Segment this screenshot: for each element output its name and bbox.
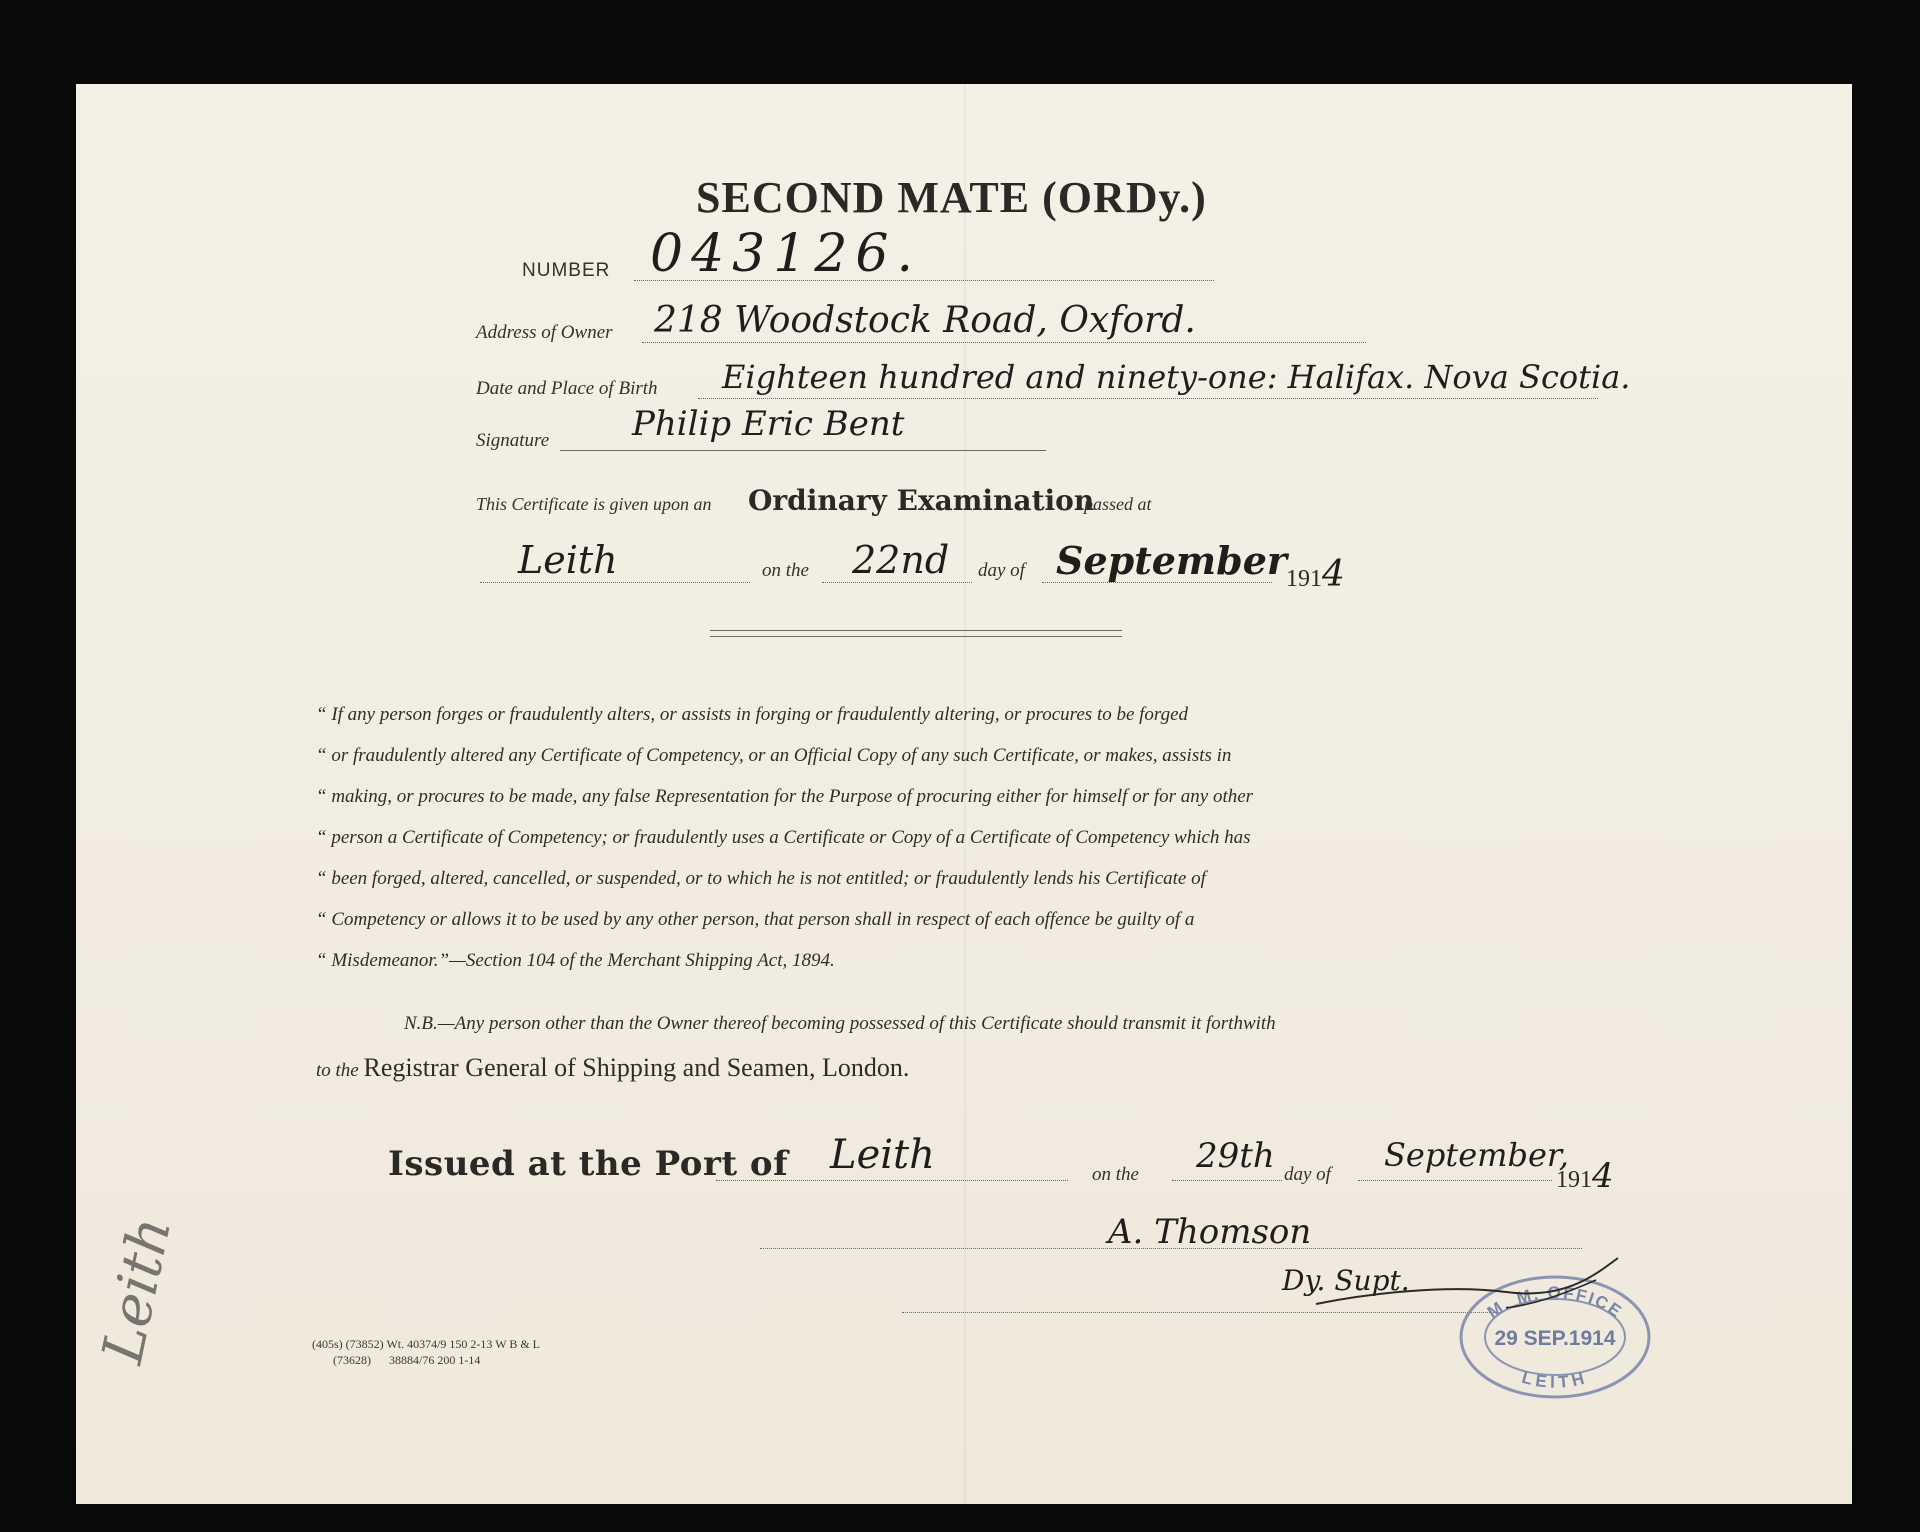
exam-year: 1914 (1286, 554, 1345, 595)
signature-label: Signature (476, 430, 550, 451)
address-label: Address of Owner (476, 322, 613, 343)
certificate-number: 043126. (650, 224, 922, 284)
exam-type: Ordinary Examination (748, 484, 1095, 517)
double-rule-top (710, 630, 1122, 631)
birth-value: Eighteen hundred and ninety-one: Halifax. Nova Scotia. (722, 358, 1631, 396)
issue-port-line (716, 1180, 1068, 1181)
address-line (642, 342, 1366, 343)
issue-day: 29th (1196, 1136, 1275, 1176)
address-value: 218 Woodstock Road, Oxford. (654, 300, 1196, 341)
issue-year: 1914 (1556, 1156, 1614, 1196)
warning-line: “ Misdemeanor.”—Section 104 of the Merchant Shipping Act, 1894. (316, 950, 835, 971)
nb-line-1: N.B.—Any person other than the Owner thereof becoming possessed of this Certificate should transmit it forthwith (404, 1013, 1276, 1034)
official-title: Dy. Supt. (1282, 1264, 1410, 1297)
owner-signature: Philip Eric Bent (632, 404, 905, 444)
pencil-leith-note (90, 1211, 232, 1376)
nb-notice (316, 1002, 1696, 1093)
warning-line: “ making, or procures to be made, any false Representation for the Purpose of procuring either for himself or for any other (316, 786, 1254, 807)
given-suffix: passed at (1084, 494, 1152, 514)
warning-line: “ been forged, altered, cancelled, or suspended, or to which he is not entitled; or fraudulently lends his Certificate of (316, 868, 1206, 889)
issue-on-the: on the (1092, 1164, 1139, 1185)
registrar-name: Registrar General of Shipping and Seamen, London. (363, 1053, 910, 1082)
issue-month: September, (1384, 1136, 1569, 1174)
signature-line (560, 450, 1046, 451)
given-prefix: This Certificate is given upon an (476, 494, 712, 514)
pencil-note-text: Leith (90, 1211, 185, 1369)
legal-warning (316, 694, 1704, 981)
exam-day-line (822, 582, 972, 583)
warning-line: “ If any person forges or fraudulently alters, or assists in forging or fraudulently altering, or procures to be forged (316, 704, 1189, 725)
nb-to-the: to the (316, 1060, 359, 1081)
stamp-top-text: M. M. OFFICE (1483, 1283, 1627, 1322)
warning-line: “ Competency or allows it to be used by any other person, that person shall in respect of each offence be guilty of a (316, 909, 1195, 930)
stamp-bottom-text: LEITH (1519, 1367, 1591, 1392)
certificate-title: SECOND MATE (ORDy.) (696, 173, 1207, 222)
nb-line-2 (316, 1046, 1696, 1093)
double-rule-bottom (710, 636, 1122, 637)
number-label: NUMBER (522, 260, 611, 281)
birth-line (698, 398, 1598, 399)
certificate-document (76, 84, 1852, 1504)
stamp-date: 29 SEP.1914 (1494, 1327, 1616, 1350)
warning-line: “ or fraudulently altered any Certificate of Competency, or an Official Copy of any such Certificate, or makes, assists in (316, 745, 1232, 766)
exam-day: 22nd (852, 538, 950, 582)
issue-day-of: day of (1284, 1164, 1331, 1185)
birth-label: Date and Place of Birth (476, 378, 658, 399)
issue-port: Leith (830, 1132, 935, 1178)
signature-flourish (1306, 1234, 1626, 1324)
warning-line: “ person a Certificate of Competency; or fraudulently uses a Certificate or Copy of a Certificate of Competency which has (316, 827, 1251, 848)
exam-place: Leith (518, 538, 618, 582)
exam-month-line (1042, 582, 1272, 583)
number-line (634, 280, 1214, 281)
exam-month: September (1056, 538, 1287, 583)
issue-month-line (1358, 1180, 1552, 1181)
issue-day-line (1172, 1180, 1282, 1181)
exam-on-the: on the (762, 560, 809, 581)
exam-place-line (480, 582, 750, 583)
issued-label: Issued at the Port of (388, 1144, 789, 1184)
print-code: (405s) (73852) Wt. 40374/9 150 2-13 W B & L (73628) 38884/76 200 1-14 (312, 1337, 540, 1367)
official-signature: A. Thomson (1108, 1212, 1312, 1252)
exam-day-of: day of (978, 560, 1025, 581)
